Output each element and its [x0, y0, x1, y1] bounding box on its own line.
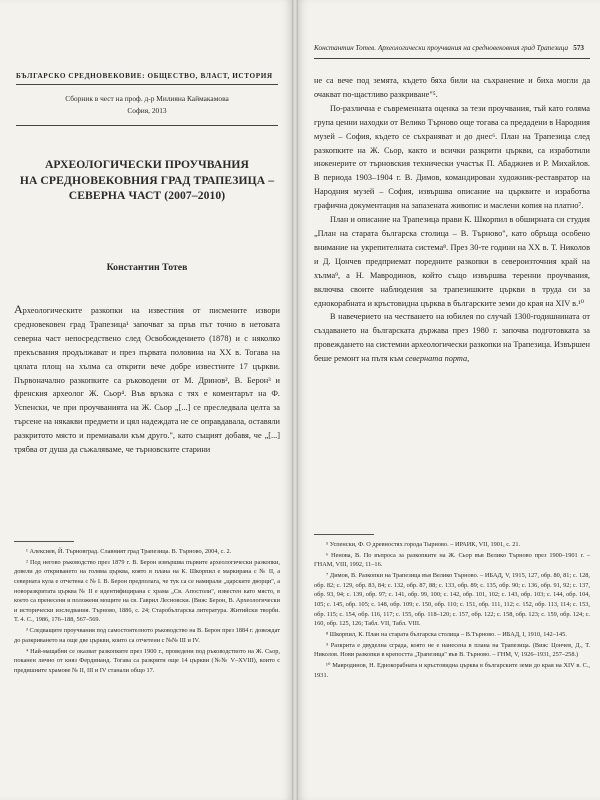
- footnote: ⁸ Шкорпил, К. План на старата българска столица – В.Търново. – ИБАД, I, 1910, 142–145.: [326, 630, 567, 638]
- paragraph: План и описание на Трапезица прави К. Шкорпил в обширната си студия „План на старата българска столица – В. Търново", като обръща особено внимание на укрепителната система⁸. През 30-те години на XX в. Т. Николов и Д. Цончев предприемат поредните разкопки в североизточния край на хълма⁹, а Н. Мавродинов, който също извършва теренни проучвания, включва своите наблюдения за трапезишките църкви в труда си за еднокорабната и кръстовидна църква в българските земи до края на XIV в.¹⁰: [314, 215, 590, 308]
- body-text: [314, 74, 590, 366]
- author-name: Константин Тотев: [106, 262, 188, 273]
- paragraph: По-различна е съвременната оценка за тези проучвания, тъй като голяма група ценни находки от Велико Търново още тогава са предадени в Народния музей – София, където се съхраняват и до днес⁶. План на Трапезица след разкопките на Ж. Сьор, както и всички разкрити църкви, са изработили инженерите от търновския технически участък П. Абаджиев и Р. Михайлов. В периода 1903–1904 г. В. Димов, командирован художник-реставратор на Народния музей – София, извършва описание на църквите и изработва графична документация на запазената живопис и маслени копия на платно⁷.: [314, 103, 590, 211]
- footnote: ⁵ Успенски, Ф. О древностях города Тырново. – ИРАИК, VII, 1901, с. 21.: [326, 541, 521, 548]
- running-head: [314, 44, 590, 52]
- festschrift-place-year: София, 2013: [127, 106, 167, 115]
- title-line: АРХЕОЛОГИЧЕСКИ ПРОУЧВАНИЯ: [44, 158, 250, 171]
- header-rule: [16, 84, 278, 85]
- footnote: ⁷ Димов, В. Разкопки на Трапезица във Велико Търново. – ИБАД, V, 1915, 127, обр. 80, 81; с. 128, обр. 82; с. 129, обр. 83, 84; с. 132, обр. 87, 88; с. 133, обр. 89; с. 135, обр. 90; с. 136, обр. 91, 92; с. 137, обр. 93, 94; с. 139, обр. 97; с. 141, обр. 99, 100; с. 142, обр. 101, 102; с. 143, обр. 103; с. 144, обр. 104, 105; с. 145, обр. 105; с. 148, обр. 109; с. 150, обр. 110; с. 151, обр. 111, 112; с. 152, обр. 113, 114; с. 153, обр. 115; с. 154, обр. 116, 117; с. 155, обр. 118–120; с. 157, обр. 122; с. 158, обр. 123; с. 159, обр. 124; с. 160, обр. 125, 126; Табл. VII, Табл. VIII.: [314, 572, 590, 628]
- page-number: 573: [573, 44, 584, 52]
- footnote: ⁴ Най-мащабни се оказват разкопките през 1900 г., проведени под ръководството на Ж. Сьор, поканен лично от княз Фердинанд. Тогава са разкрити още 14 църкви (№№ V–XVIII), които с предишните храмове № II, III и IV станали общо 17.: [14, 647, 280, 674]
- footnote-rule: [14, 541, 74, 542]
- footnote: ¹⁰ Мавродинов, Н. Еднокорабната и кръстовидна църква в българските земи до края на XIV в. С., 1931.: [314, 662, 590, 679]
- paragraph: [314, 310, 590, 366]
- running-head-text: Константин Тотев. Археологически проучвания на средновековния град Трапезица: [314, 44, 569, 52]
- body-text: [14, 303, 280, 457]
- paragraph-text: В навечерието на честването на юбилея по случай 1300-годишнината от създаването на българската държава през 1980 г. започва подготовката за провеждането на системни археологически разкопки на Трапезица. Извършен беше ремонт на пътя към: [314, 312, 590, 364]
- running-head: БЪЛГАРСКО СРЕДНОВЕКОВИЕ: ОБЩЕСТВО, ВЛАСТ, ИСТОРИЯ: [16, 72, 273, 80]
- paragraph: [14, 303, 280, 457]
- paragraph: не са вече под земята, където бяха били на съхранение и биха могли да очакват по-щастливо разкриване"⁵.: [314, 76, 590, 99]
- right-page: [298, 0, 600, 800]
- festschrift-info: [16, 93, 278, 117]
- dropcap: А: [14, 302, 23, 316]
- paragraph-italic-text: северната порта,: [405, 354, 470, 364]
- footnote: ⁶ Ненова, В. По въпроса за разкопките на Ж. Сьор във Велико Търново през 1900–1901 г. – ГНАМ, VIII, 1992, 11–16.: [314, 551, 590, 569]
- title-line: НА СРЕДНОВЕКОВНИЯ ГРАД ТРАПЕЗИЦА –: [19, 173, 275, 187]
- footnote: ³ Следващите проучвания под самостоятелното ръководство на В. Берон през 1884 г. довеждат до разкриването на още две църкви, които са отчетени с №№ III и IV.: [14, 627, 280, 644]
- footnote: ¹ Алексиев, Й. Търновград. Славният град Трапезица. В. Търново, 2004, с. 2.: [26, 548, 232, 555]
- footnotes: [314, 540, 590, 681]
- festschrift-title: Сборник в чест на проф. д-р Милияна Каймакамова: [65, 94, 229, 103]
- header-rule-bottom: [16, 125, 278, 126]
- footnote: ⁹ Разкрита е двуделна сграда, която не е нанесена в плана на Трапезица. (Виж: Цончев, Д., Т. Николов. Нови разкопки в крепостта „Трапезица" във В. Търново. – ГНМ, V, 1926–1931, 257–258.): [314, 641, 590, 659]
- footnote-rule: [314, 534, 374, 535]
- footnotes: [14, 547, 280, 676]
- header-rule: [314, 58, 590, 59]
- article-title: [16, 157, 278, 204]
- paragraph-text: рхеологическите разкопки на известния от писмените извори средновековен град Трапезица¹ започват за пръв път точно в нетовата северна част непосредствено след Освобождението (1878) и с няколко прекъсвания продължават и през първата половина на XX в. Тогава на цялата площ на хълма са открити вече добре известните 17 църкви. Първоначално разкопките са ръководени от М. Дринов², В. Берон³ и френския археолог Ж. Сьор⁴. Във връзка с тях е коментарът на Ф. Успенски, че при проучванията на Ж. Сьор „[...] се преследвала целта за търсене на някакви предмети и цял надеждата не се оправдавала, оставяли разкритото място и премиавали към друго.", като същият добавя, че „[...] трябва от душа да съжаляваме, че търновските старини: [14, 306, 280, 455]
- title-line: СЕВЕРНА ЧАСТ (2007–2010): [68, 189, 226, 202]
- left-page: [0, 0, 292, 800]
- footnote: ² Под негово ръководство през 1879 г. В. Берон извършва първите археологически разкопки, довели до откриването на голяма църква, която в плана на К. Шкорпил е маркирана с № II, а северната кула е отчетена с № I. В. Берон предполага, че тук са се намирали „царските дворци", а новоразкритата църква № II е идентифицирана с храма „Св. Апостоли", известен като място, в което са пренесени и положени мощите на св. Гаврил Лесновски. (Виж: Берон, В. Археологически и исторически изследвания. Търново, 1886, с. 24; Старобългарска литература. Житийски творби. Т. 4. С., 1986, 176–188, 567–569.: [14, 558, 280, 624]
